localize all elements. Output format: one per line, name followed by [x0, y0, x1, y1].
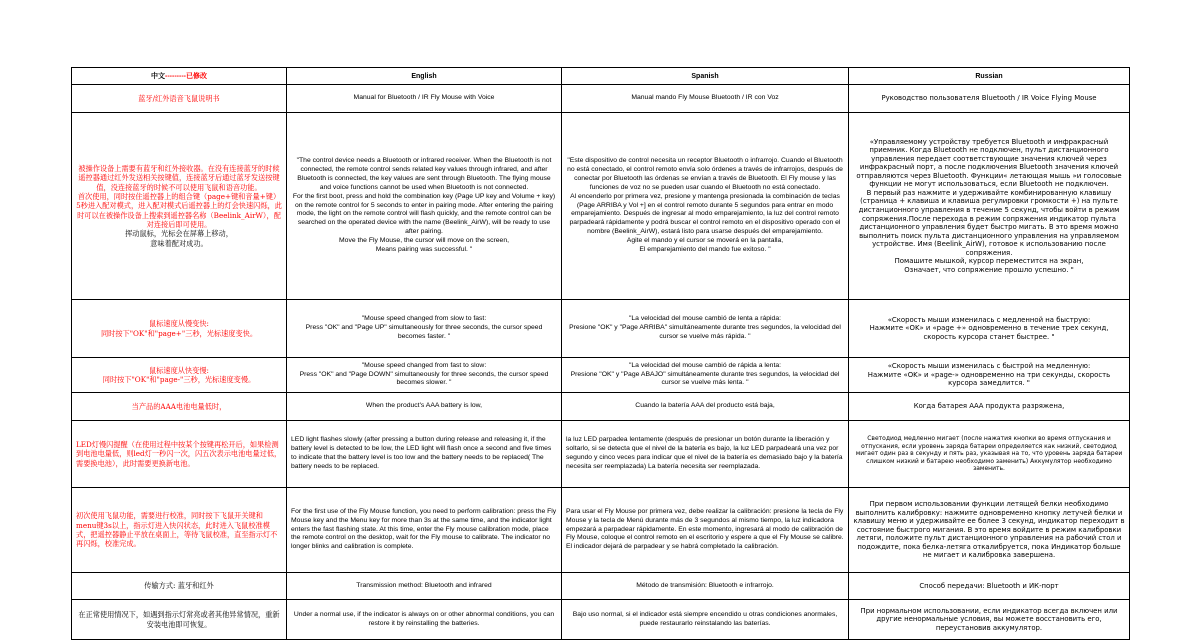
cell-line: 蓝牙/红外语音飞鼠说明书 — [138, 93, 220, 103]
cell-chinese — [72, 600, 287, 640]
table-row — [72, 113, 1130, 300]
cell-spanish — [562, 393, 849, 421]
table-row — [72, 393, 1130, 421]
cell-english — [287, 85, 562, 113]
cell-line: Move the Fly Mouse, the cursor will move on the screen, — [339, 237, 509, 245]
cell-chinese — [72, 358, 287, 393]
cell-line: Para usar el Fly Mouse por primera vez, debe realizar la calibración: presione la tecla de Fly Mouse y la tecla de Menú durante más de 3 segundos al mismo tiempo, la luz indicadora empezará a parpadear rápidamente. En este momento, ingresará al modo de calibración de Fly Mouse, coloque el control remoto en el escritorio y espere a que el Fly Mouse se calibre. El indicador dejará de parpadear y se habrá completado la calibración. — [566, 507, 844, 551]
table-row — [72, 300, 1130, 358]
cell-line: Нажмите «OK» и «page +» одновременно в течение трех секунд, скорость курсора станет быстрее. " — [869, 324, 1109, 341]
cell-line: 首次使用，同时按住遥控器上的组合键（page+键和音量+键）5秒进入配对模式，进入配对模式后遥控器上的灯会快速闪烁，此时可以在被操作设备上搜索到遥控器名称（Beelink_AirW），配对连接后即可使用。 — [76, 191, 282, 230]
cell-russian — [849, 488, 1130, 573]
cell-line: При нормальном использовании, если индикатор всегда включен или другие ненормальные условия, вы можете восстановить его, переустановив аккумулятор. — [860, 606, 1118, 632]
cell-russian — [849, 600, 1130, 640]
cell-line: Under a normal use, if the indicator is always on or other abnormal conditions, you can restore it by reinstalling the batteries. — [293, 610, 555, 627]
cell-chinese — [72, 488, 287, 573]
cell-line: LED light flashes slowly (after pressing a button during release and releasing it, if the battery level is detected to be low, the LED light will flash once a second and five times to indicate that the battery level is too low and the battery needs to be replaced( The battery needs to be replaced. — [291, 436, 552, 470]
cell-line: Помашите мышкой, курсор переместится на экран, — [894, 257, 1084, 266]
header-russian: Russian — [849, 68, 1130, 85]
cell-line: El emparejamiento del mando fue exitoso. " — [639, 246, 771, 254]
cell-russian — [849, 358, 1130, 393]
header-spanish: Spanish — [562, 68, 849, 85]
cell-line: Cuando la batería AAA del producto está baja, — [635, 402, 775, 410]
cell-line: Al encenderlo por primera vez, presione y mantenga presionada la combinación de teclas (Page ARRIBA y Vol +] en el control remoto durante 5 segundos para entrar en modo emparejamiento. Después de ingresar al modo emparejamiento, la luz del control remoto parpadeará rápidamente y podrá buscar el control remoto en el dispositivo operado con el nombre (Beelink_AirW), estará listo para usarse después del emparejamiento. — [569, 192, 841, 236]
cell-line: For the first boot, press and hold the combination key (Page UP key and Volume + key) on the remote control for 5 seconds to enter in pairing mode. After entering the pairing mode, the light on the remote control will flash quickly, and the remote control can be searched on the operated device with the name (Beelink_AirW), will be ready to use after pairing. — [292, 192, 556, 236]
cell-russian — [849, 421, 1130, 488]
cell-line: Руководство пользователя Bluetooth / IR Voice Flying Mouse — [881, 94, 1097, 103]
cell-line: "Mouse speed changed from fast to slow: — [361, 361, 487, 369]
cell-line: Means pairing was successful. " — [375, 246, 473, 254]
cell-english — [287, 488, 562, 573]
cell-line: Manual mando Fly Mouse Bluetooth / IR con Voz — [631, 94, 779, 102]
cell-spanish — [562, 113, 849, 300]
cell-english — [287, 300, 562, 358]
cell-spanish — [562, 488, 849, 573]
table-row — [72, 85, 1130, 113]
cell-line: 当产品的AAA电池电量低时， — [131, 401, 227, 411]
cell-line: 初次使用飞鼠功能，需要进行校准，同时按下飞鼠开关键和menu键3s以上，指示灯进入快闪状态，此时进入飞鼠校准模式，把遥控器静止平放在桌面上，等待飞鼠校准，直至指示灯不再闪烁，校准完成。 — [76, 511, 278, 549]
cell-line: Press "OK" and "Page UP" simultaneously for three seconds, the cursor speed becomes faster. " — [305, 324, 543, 340]
cell-line: "La velocidad del mouse cambió de lenta a rápida: — [628, 315, 782, 323]
cell-russian — [849, 113, 1130, 300]
table-row — [72, 600, 1130, 640]
cell-line: Transmission method: Bluetooth and infrared — [356, 581, 492, 589]
cell-line: 鼠标速度从快变慢: — [149, 365, 209, 375]
cell-line: Press "OK" and "Page DOWN" simultaneously for three seconds, the cursor speed becomes slower. " — [299, 370, 549, 387]
cell-english — [287, 573, 562, 600]
cell-english — [287, 393, 562, 421]
cell-line: Presione "OK" y "Page ARRIBA" simultáneamente durante tres segundos, la velocidad del cursor se vuelve más rápida. " — [569, 324, 841, 340]
cell-english — [287, 358, 562, 393]
cell-line: Способ передачи: Bluetooth и ИК-порт — [919, 581, 1059, 590]
cell-line: «Скорость мыши изменилась с медленной на быструю: — [887, 315, 1091, 324]
cell-line: 挥动鼠标，光标会在屏幕上移动， — [125, 229, 233, 239]
cell-line: Когда батарея ААА продукта разряжена, — [913, 402, 1065, 411]
cell-line: When the product's AAA battery is low, — [365, 402, 483, 410]
cell-line: LED灯慢闪提醒（在使用过程中按某个按键再松开后，如果检测到电池电量低，则led灯一秒闪一次，闪五次表示电池电量过低，需要换电池），此时需要更换新电池。 — [76, 439, 282, 468]
cell-spanish — [562, 600, 849, 640]
translation-table — [71, 67, 1130, 640]
cell-line: "The control device needs a Bluetooth or infrared receiver. When the Bluetooth is not connected, the remote control sends related key values through infrared, and after Bluetooth is connected, the key values are sent through Bluetooth. The flying mouse and voice functions cannot be used when Bluetooth is not connected. — [296, 156, 552, 191]
cell-line: «Скорость мыши изменилась с быстрой на медленную: — [887, 362, 1091, 371]
cell-line: 被操作设备上需要有蓝牙和红外接收器。在没有连接蓝牙的时候遥控器通过红外发送相关按键值，连接蓝牙后通过蓝牙发送按键值，没连接蓝牙的时候不可以使用飞鼠和语音功能。 — [78, 163, 280, 192]
cell-spanish — [562, 85, 849, 113]
cell-spanish — [562, 300, 849, 358]
cell-line: 同时按下"OK"和"page-"三秒，光标速度变慢。 — [102, 375, 256, 384]
cell-line: Presione "OK" y "Page ABAJO" simultáneamente durante tres segundos, la velocidad del cursor se vuelve más lenta. " — [570, 370, 840, 387]
table-row — [72, 358, 1130, 393]
header-english: English — [287, 68, 562, 85]
cell-line: В первый раз нажмите и удерживайте комбинированную клавишу (страница + клавиша и клавиша регулировки громкости +) на пульте дистанционного управления в течение 5 секунд, чтобы войти в режим сопряжения.После перехода в режим сопряжения индикатор пульта дистанционного управления будет быстро мигать. В это время можно выполнить поиск пульта дистанционного управления на управляемом устройстве. Имя (Beelink_AirW), готовое к использованию после сопряжения. — [858, 188, 1120, 257]
cell-line: 同时按下"OK"和"page+"三秒，光标速度变快。 — [100, 328, 258, 338]
cell-line: "Mouse speed changed from slow to fast: — [361, 315, 487, 323]
cell-line: Bajo uso normal, si el indicador está siempre encendido u otras condiciones anormales, puede restaurarlo reinstalando las baterías. — [572, 610, 838, 627]
cell-line: Método de transmisión: Bluetooth e infrarrojo. — [636, 581, 774, 589]
cell-chinese — [72, 393, 287, 421]
cell-russian — [849, 300, 1130, 358]
cell-line: Manual for Bluetooth / IR Fly Mouse with Voice — [353, 94, 495, 102]
table-row — [72, 421, 1130, 488]
cell-spanish — [562, 358, 849, 393]
cell-line: For the first use of the Fly Mouse function, you need to perform calibration: press the Fly Mouse key and the Menu key for more than 3s at the same time, and the indicator light enters the fast flashing state. At this time, enter the Fly mouse calibration mode, place the remote control on the desktop, wait for the Fly mouse to calibrate. The indicator no longer blinks and calibration is complete. — [291, 507, 557, 551]
cell-russian — [849, 573, 1130, 600]
cell-line: «Управляемому устройству требуется Bluetooth и инфракрасный приемник. Когда Bluetooth не подключен, пульт дистанционного управления передает соответствующие значения ключей через инфракрасный порт, а после подключения Bluetooth значения ключей отправляются через Bluetooth. Функции« летающая мышь »и голосовые функции не могут использоваться, если Bluetooth не подключен. — [856, 137, 1122, 189]
cell-chinese — [72, 113, 287, 300]
cell-line: Agite el mando y el cursor se moverá en la pantalla, — [626, 237, 784, 245]
cell-line: При первом использовании функции летящей белки необходимо выполнить калибровку: нажмите одновременно кнопку летучей белки и клавишу меню и удерживайте ее более 3 секунд, индикатор переходит в состояние быстрого мигания. В это время войдите в режим калибровки летяги, положите пульт дистанционного управления на рабочий стол и подождите, пока белка-летяга откалибруется, пока Индикатор больше не мигает и калибровка завершена. — [853, 500, 1125, 560]
cell-english — [287, 113, 562, 300]
cell-english — [287, 421, 562, 488]
cell-line: Означает, что сопряжение прошло успешно. " — [904, 265, 1074, 274]
cell-chinese — [72, 573, 287, 600]
cell-line: 在正常使用情况下，如遇到指示灯常亮或者其他异常情况，重新安装电池即可恢复。 — [78, 610, 280, 629]
cell-line: 传输方式: 蓝牙和红外 — [144, 581, 214, 591]
cell-line: 意味着配对成功。 — [150, 238, 208, 248]
cell-chinese — [72, 421, 287, 488]
cell-chinese — [72, 300, 287, 358]
cell-line: Светодиод медленно мигает (после нажатия кнопки во время отпускания и отпускания, если уровень заряда батареи определяется как низкий, светодиод мигает один раз в секунду и пять раз, указывая на то, что уровень заряда батареи слишком низкий и батарею необходимо заменить) Аккумулятор необходимо заменить. — [855, 435, 1123, 473]
cell-chinese — [72, 85, 287, 113]
cell-spanish — [562, 421, 849, 488]
cell-russian — [849, 85, 1130, 113]
header-chinese — [72, 68, 287, 85]
header-modified: 已修改 — [185, 73, 207, 80]
header-row — [72, 68, 1130, 85]
cell-line: "Este dispositivo de control necesita un receptor Bluetooth o infrarrojo. Cuando el Bluetooth no está conectado, el control remoto envía solo órdenes a través de infrarrojos, después de conectar por Bluetooth las órdenas se envían a través de Bluetooth. El Fly mouse y las funciones de voz no se pueden usar cuando el Bluetooth no está conectado. — [567, 156, 843, 191]
cell-line: 鼠标速度从慢变快: — [149, 319, 209, 329]
cell-line: la luz LED parpadea lentamente (después de presionar un botón durante la liberación y soltarlo, si se detecta que el nivel de la batería es bajo, la luz LED parpadeará una vez por segundo y cinco veces para indicar que el nivel de la batería es demasiado bajo y la batería necesita ser reemplazada) La batería necesita ser reemplazada. — [566, 436, 843, 470]
header-separator: --------- — [165, 73, 186, 80]
cell-spanish — [562, 573, 849, 600]
cell-english — [287, 600, 562, 640]
table-row — [72, 488, 1130, 573]
cell-line: Нажмите «OK» и «page-» одновременно на три секунды, скорость курсора замедлится. " — [867, 370, 1111, 388]
cell-russian — [849, 393, 1130, 421]
cell-line: "La velocidad del mouse cambió de rápida a lenta: — [628, 361, 782, 369]
table-row — [72, 573, 1130, 600]
header-chinese-label: 中文 — [151, 73, 165, 80]
